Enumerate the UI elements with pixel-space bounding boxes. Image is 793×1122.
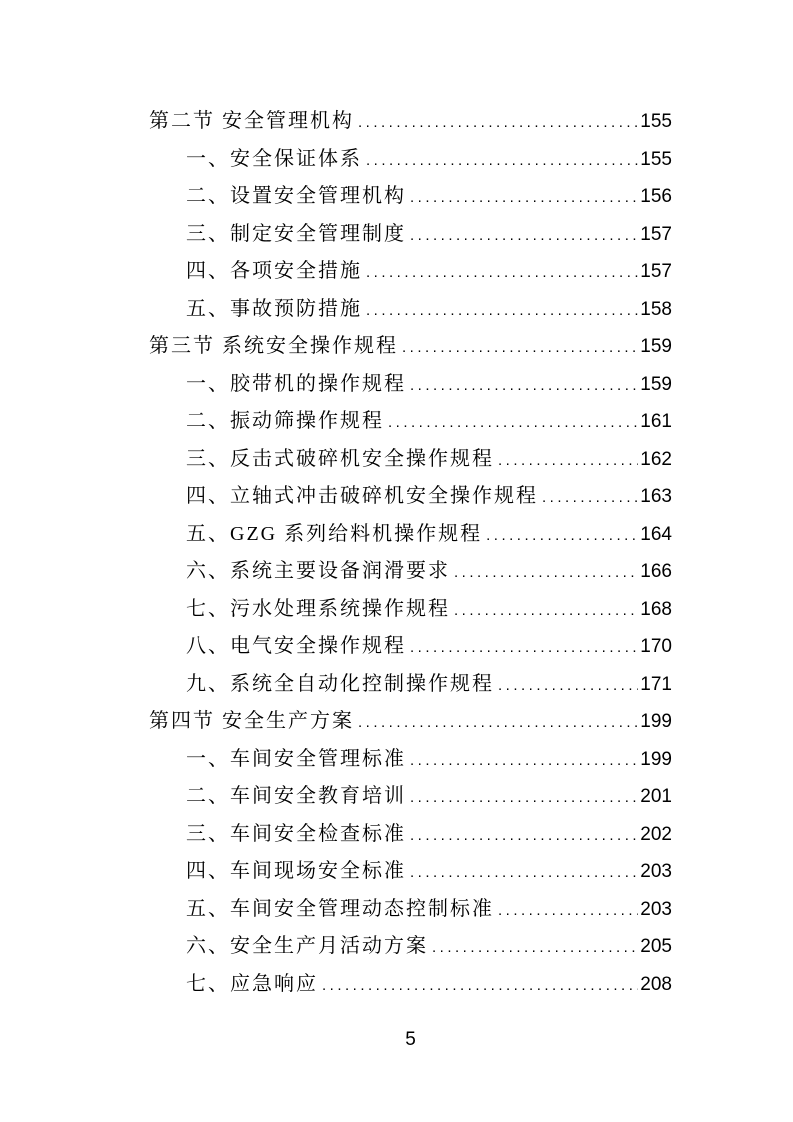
toc-entry-page: 155 xyxy=(640,148,672,170)
toc-entry[interactable] xyxy=(149,178,672,216)
toc-entry-page: 202 xyxy=(640,823,672,845)
toc-entry-page: 199 xyxy=(640,711,672,732)
toc-entry-label: 五、事故预防措施 xyxy=(186,297,362,320)
toc-entry-label: 一、车间安全管理标准 xyxy=(186,747,406,770)
toc-entry-label: 一、安全保证体系 xyxy=(186,147,362,170)
toc-entry-label: 六、安全生产月活动方案 xyxy=(186,935,428,957)
dot-leader xyxy=(454,591,638,630)
dot-leader xyxy=(358,703,638,742)
dot-leader xyxy=(410,741,638,780)
toc-entry[interactable] xyxy=(149,778,672,816)
toc-entry-page: 171 xyxy=(640,673,672,695)
dot-leader xyxy=(410,628,638,667)
dot-leader xyxy=(410,216,638,255)
toc-entry-section[interactable] xyxy=(149,703,672,741)
toc-entry-page: 168 xyxy=(640,598,672,620)
toc-entry[interactable] xyxy=(149,478,672,516)
toc-entry[interactable] xyxy=(149,253,672,291)
toc-entry-page: 201 xyxy=(640,786,672,807)
toc-entry-page: 166 xyxy=(640,561,672,582)
dot-leader xyxy=(366,253,638,292)
toc-entry-page: 159 xyxy=(640,373,672,395)
toc-entry-page: 203 xyxy=(640,898,672,920)
dot-leader xyxy=(410,366,638,405)
dot-leader xyxy=(366,291,638,330)
dot-leader xyxy=(432,928,638,967)
dot-leader xyxy=(388,403,638,442)
toc-entry[interactable] xyxy=(149,441,672,479)
toc-entry-page: 199 xyxy=(640,748,672,770)
toc-entry-page: 161 xyxy=(640,411,672,432)
toc-entry-label: 五、GZG 系列给料机操作规程 xyxy=(186,522,483,545)
dot-leader xyxy=(358,103,638,142)
toc-entry-label: 二、振动筛操作规程 xyxy=(186,410,384,432)
toc-entry[interactable] xyxy=(149,291,672,329)
toc-entry[interactable] xyxy=(149,816,672,854)
toc-entry-label: 第四节 安全生产方案 xyxy=(149,710,354,732)
toc-entry-page: 155 xyxy=(640,111,672,132)
dot-leader xyxy=(410,853,638,892)
toc-entry[interactable] xyxy=(149,516,672,554)
toc-entry-page: 158 xyxy=(640,298,672,320)
toc-entry-label: 四、车间现场安全标准 xyxy=(186,860,406,882)
dot-leader xyxy=(542,478,638,517)
toc-entry[interactable] xyxy=(149,853,672,891)
toc-entry-page: 156 xyxy=(640,186,672,207)
toc-entry-page: 162 xyxy=(640,448,672,470)
dot-leader xyxy=(498,441,638,480)
footer-page-number: 5 xyxy=(405,1029,416,1050)
dot-leader xyxy=(410,778,638,817)
toc-entry-label: 六、系统主要设备润滑要求 xyxy=(186,560,450,582)
toc-entry-page: 208 xyxy=(640,973,672,995)
toc-entry-label: 二、车间安全教育培训 xyxy=(186,785,406,807)
toc-entry-page: 157 xyxy=(640,261,672,282)
toc-entry-page: 170 xyxy=(640,636,672,657)
toc-entry-label: 九、系统全自动化控制操作规程 xyxy=(186,672,494,695)
toc-entry-label: 二、设置安全管理机构 xyxy=(186,185,406,207)
toc-entry-label: 七、污水处理系统操作规程 xyxy=(186,597,450,620)
toc-entry[interactable] xyxy=(149,628,672,666)
toc-entry[interactable] xyxy=(149,741,672,779)
dot-leader xyxy=(498,666,638,705)
toc-entry-page: 205 xyxy=(640,936,672,957)
toc-entry-section[interactable] xyxy=(149,328,672,366)
toc-entry[interactable] xyxy=(149,666,672,704)
toc-entry-page: 157 xyxy=(640,223,672,245)
toc-entry-label: 第二节 安全管理机构 xyxy=(149,110,354,132)
dot-leader xyxy=(410,178,638,217)
toc-entry-section[interactable] xyxy=(149,103,672,141)
dot-leader xyxy=(486,516,638,555)
toc-entry[interactable] xyxy=(149,553,672,591)
toc-entry-label: 三、制定安全管理制度 xyxy=(186,222,406,245)
toc-entry[interactable] xyxy=(149,403,672,441)
toc-entry-label: 三、车间安全检查标准 xyxy=(186,822,406,845)
toc-entry-page: 203 xyxy=(640,861,672,882)
toc-entry[interactable] xyxy=(149,966,672,1004)
toc-entry-label: 一、胶带机的操作规程 xyxy=(186,372,406,395)
dot-leader xyxy=(402,328,638,367)
toc-entry[interactable] xyxy=(149,928,672,966)
toc-entry-label: 五、车间安全管理动态控制标准 xyxy=(186,897,494,920)
toc-entry-label: 七、应急响应 xyxy=(186,972,318,995)
toc-entry-label: 三、反击式破碎机安全操作规程 xyxy=(186,447,494,470)
toc-entry-label: 四、各项安全措施 xyxy=(186,260,362,282)
toc-entry-page: 159 xyxy=(640,336,672,357)
dot-leader xyxy=(322,966,638,1005)
dot-leader xyxy=(366,141,638,180)
dot-leader xyxy=(498,891,638,930)
toc-entry-page: 163 xyxy=(640,486,672,507)
toc-entry-label: 八、电气安全操作规程 xyxy=(186,635,406,657)
toc-entry-label: 四、立轴式冲击破碎机安全操作规程 xyxy=(186,485,538,507)
toc-entry[interactable] xyxy=(149,591,672,629)
dot-leader xyxy=(410,816,638,855)
toc-entry[interactable] xyxy=(149,216,672,254)
toc-entry-page: 164 xyxy=(640,523,672,545)
toc-entry[interactable] xyxy=(149,891,672,929)
dot-leader xyxy=(454,553,638,592)
toc-entry[interactable] xyxy=(149,366,672,404)
toc-entry[interactable] xyxy=(149,141,672,179)
toc-entry-label: 第三节 系统安全操作规程 xyxy=(149,335,398,357)
